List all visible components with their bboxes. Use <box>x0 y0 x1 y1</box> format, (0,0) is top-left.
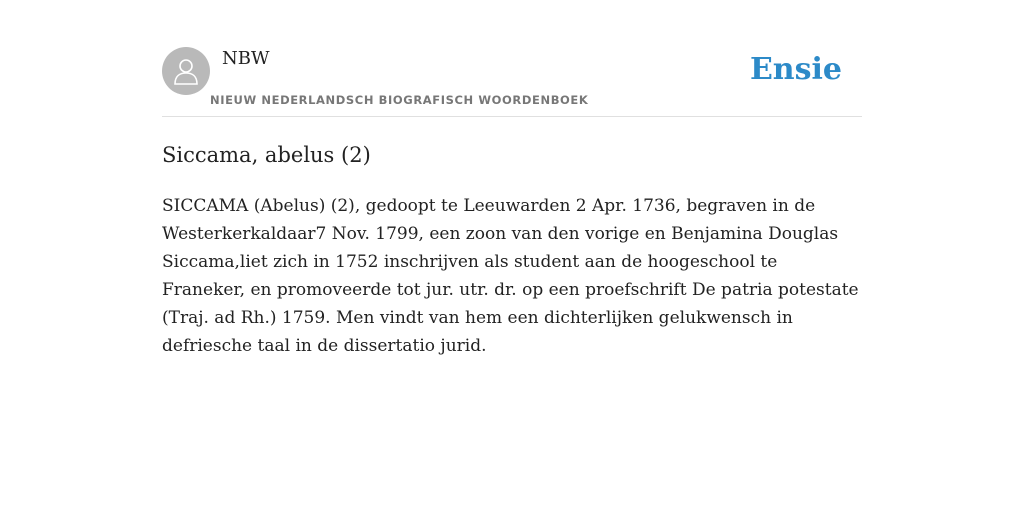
user-icon <box>173 57 199 85</box>
source-name[interactable]: NBW <box>222 48 270 69</box>
avatar[interactable] <box>162 47 210 95</box>
entry-text: SICCAMA (Abelus) (2), gedoopt te Leeuwarden 2 Apr. 1736, begraven in de Westerkerkaldaar7 Nov. 1799, een zoon van den vorige en Benjamina Douglas Siccama,liet zich in 1752 inschrijven als student aan de hoogeschool te Franeker, en promoveerde tot jur. utr. dr. op een proefschrift De patria potestate (Traj. ad Rh.) 1759. Men vindt van hem een dichterlijken gelukwensch in defriesche taal in de dissertatio jurid. <box>162 196 859 356</box>
entry-title: Siccama, abelus (2) <box>162 143 371 167</box>
source-header <box>162 46 862 117</box>
brand-logo[interactable]: Ensie <box>749 52 842 87</box>
source-full-name: NIEUW NEDERLANDSCH BIOGRAFISCH WOORDENBOEK <box>210 93 589 107</box>
